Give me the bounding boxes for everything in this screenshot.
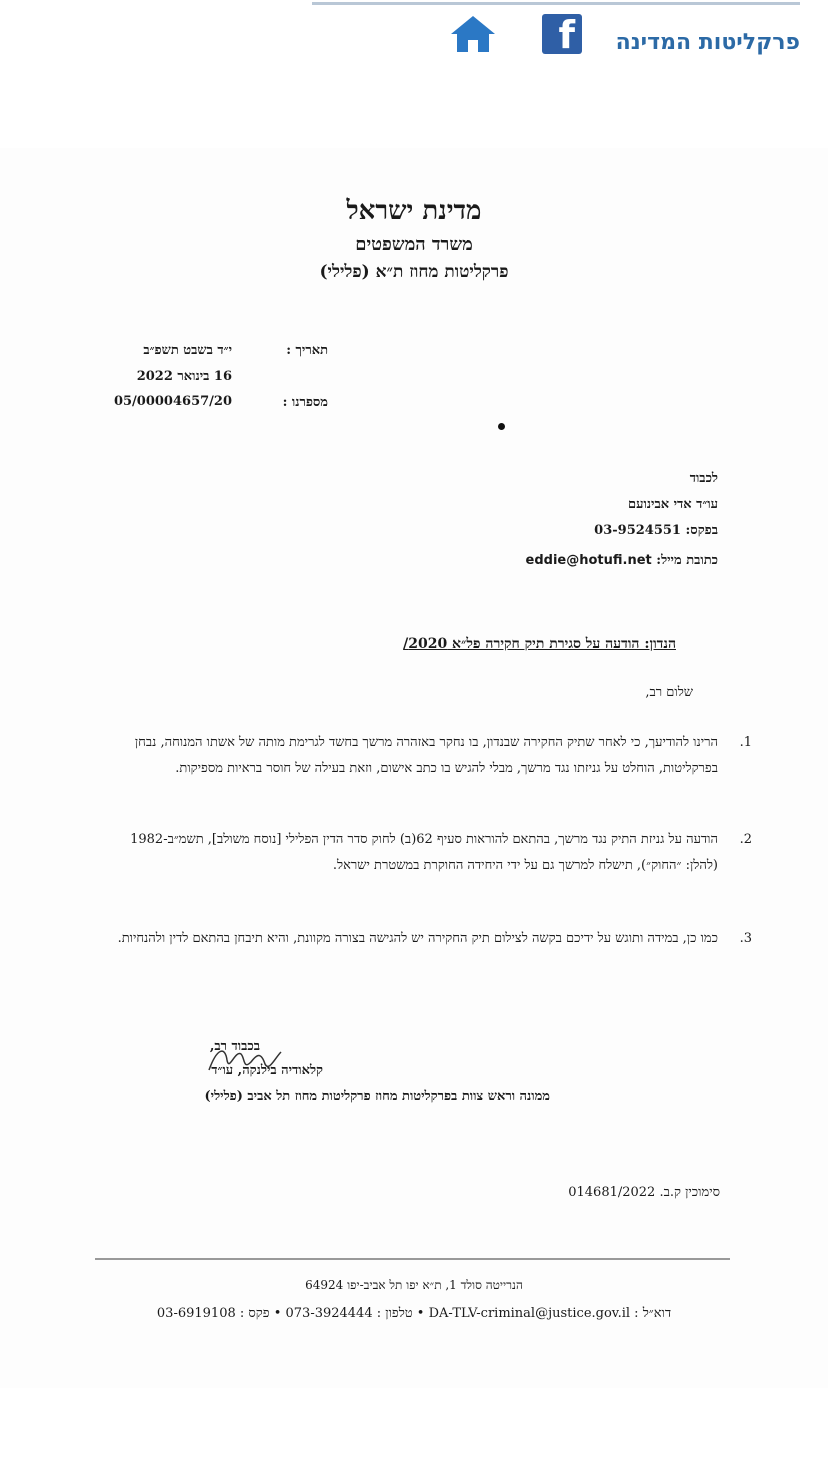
- letterhead-title: מדינת ישראל: [346, 196, 482, 226]
- date-hebrew: י״ד בשבט תשפ״ב: [143, 343, 232, 358]
- closing: בכבוד רב,: [209, 1039, 260, 1054]
- recipient-email-line: [526, 552, 718, 568]
- signer-name: קלאודיה בילנקה, עו״ד: [211, 1063, 323, 1078]
- footer-divider: [95, 1258, 730, 1260]
- date-gregorian: 16 בינואר 2022: [136, 369, 232, 384]
- recipient-email-label: כתובת מייל:: [656, 553, 718, 568]
- recipient-name: עו״ד אדי אבינועם: [628, 497, 718, 512]
- recipient-to: לכבוד: [689, 471, 718, 486]
- site-brand-link[interactable]: פרקליטות המדינה: [615, 30, 800, 55]
- subject-line: הנדון: הודעה על סגירת תיק חקירה פל״א 2020/: [403, 636, 676, 652]
- list-item: [108, 827, 752, 879]
- list-item: [108, 730, 752, 782]
- recipient-email: eddie@hotufi.net: [525, 553, 652, 568]
- home-icon[interactable]: [449, 14, 497, 58]
- ref-value: 05/00004657/20: [113, 394, 232, 409]
- letterhead-office: פרקליטות מחוז ת״א (פלילי): [319, 262, 509, 282]
- facebook-icon[interactable]: [542, 13, 582, 57]
- top-divider: [312, 2, 800, 5]
- item-text: הודעה על גניזת התיק נגד מרשך, בהתאם להוראות סעיף 62(ב) לחוק סדר הדין הפלילי [נוסח משולב], תשמ״ב-1982 (להלן: ״החוק״), תישלח למרשך גם על ידי היחידה החוקרת במשטרת ישראל.: [130, 832, 718, 873]
- ref-label: מספרנו :: [282, 395, 328, 410]
- item-text: כמו כן, במידה ותוגש על ידיכם בקשה לצילום תיק החקירה יש להגישה בצורה מקוונת, והיא תיבחן בהתאם לדין ולהנחיות.: [117, 931, 718, 946]
- date-label: תאריך :: [286, 343, 328, 358]
- recipient-fax: בפקס: 03-9524551: [594, 523, 718, 538]
- footer-contacts: דוא״ל : DA-TLV-criminal@justice.gov.il • טלפון : 073-3924444 • פקס : 03-6919108: [156, 1306, 672, 1321]
- bullet-dot: [498, 423, 505, 430]
- item-text: הרינו להודיעך, כי לאחר שתיק החקירה שבנדון, בו נחקר באזהרה מרשך בחשד לגרימת מותה של אשתו המנוחה, נבחן בפרקליטות, הוחלט על גניזתו נגד מרשך, מבלי להגיש בו כתב אישום, וזאת בעילה של חוסר בראיות מספיקות.: [134, 735, 718, 776]
- item-number: 1.: [739, 735, 752, 750]
- item-number: 2.: [739, 832, 752, 847]
- footer-address: הנרייטה סולד 1, ת״א יפו תל אביב-יפו 64924: [305, 1278, 523, 1292]
- greeting: שלום רב,: [645, 685, 693, 700]
- item-number: 3.: [739, 931, 752, 946]
- letterhead-ministry: משרד המשפטים: [355, 234, 473, 255]
- list-item: [108, 926, 752, 952]
- signer-role: ממונה וראש צוות בפרקליטות מחוז פרקליטות מחוז תל אביב (פלילי): [204, 1089, 550, 1104]
- reference-number: סימוכין ק.ב. 014681/2022: [568, 1185, 720, 1200]
- facebook-glyph: f: [558, 13, 575, 57]
